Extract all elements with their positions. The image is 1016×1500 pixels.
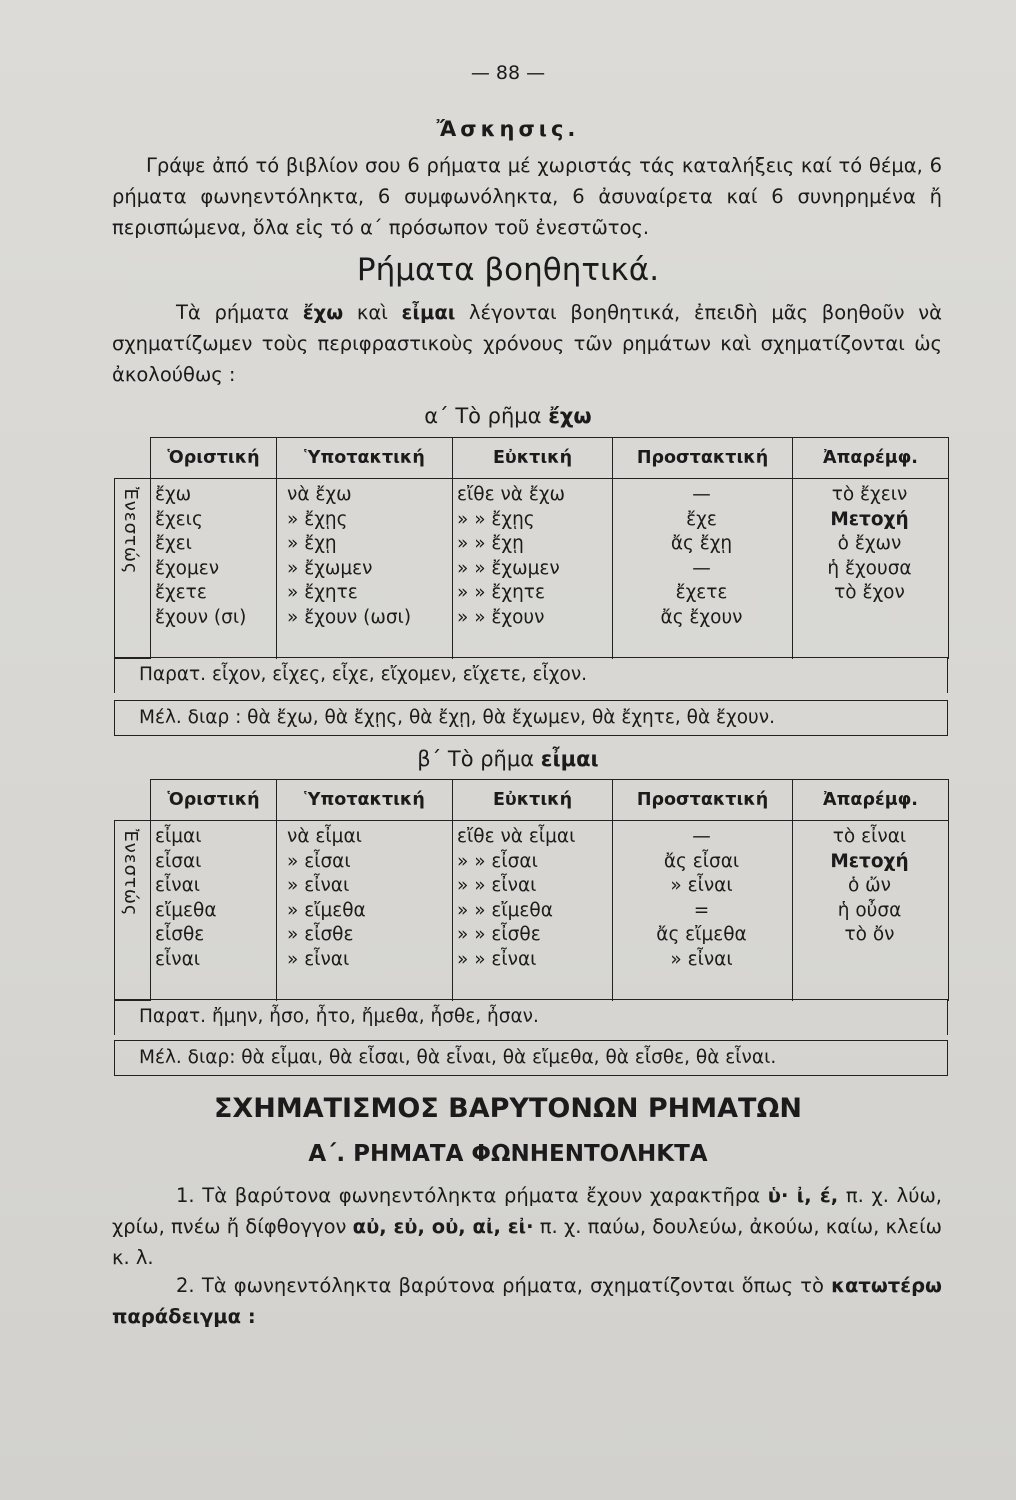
table-b-header-ypotaktiki: Ὑποτακτική [277,780,453,821]
table-b-aparemfato-item: τὸ εἶναι [832,826,907,847]
table-a-oristiki-item: ἔχει [155,533,192,554]
table-a-caption-verb: ἔχω [548,404,592,428]
table-a-aparemfato-item: τὸ ἔχειν [831,484,908,505]
table-a-prostaktiki-item: ἄς ἔχῃ [670,533,733,554]
table-b-euktiki-item: » » εἶναι [457,875,537,896]
table-b-oristiki-item: εἶναι [155,875,201,896]
rule-1-text-2: π. χ. λύω, χρίω, πνέω ἤ δίφθογγον [112,1184,943,1238]
table-b-header-euktiki: Εὐκτική [453,780,613,821]
table-b-metochi-label: Μετοχή [830,850,909,872]
table-a-header-corner [115,438,151,479]
table-b-oristiki-item: εἶναι [155,948,201,970]
table-b-aparemfato-col [793,821,949,1001]
table-b [114,779,949,1001]
rule-1-text-1: 1. Τὰ βαρύτονα φωνηεντόληκτα ρήματα ἔχουν χαρακτῆρα [176,1184,768,1207]
table-b-prostaktiki-item: = [693,899,710,921]
table-b-parat-row: Παρατ. ἤμην, ἦσο, ἦτο, ἤμεθα, ἦσθε, ἦσαν. [114,999,948,1035]
table-a-euktiki-item: » » ἔχῃς [457,508,535,530]
rule-1-text-3: π. χ. παύω, δουλεύω, ἀκούω, καίω, κλείω κ. λ. [112,1215,942,1269]
table-b-prostaktiki-item: ἄς εἶσαι [663,850,740,872]
table-a-ypotaktiki-item: νὰ ἔχω [287,484,352,505]
table-a-aparemfato-item: ὁ ἔχων [837,533,902,554]
table-b-oristiki-item: εἴμεθα [155,899,217,921]
table-b-oristiki-item: εἶμαι [155,826,202,847]
intro-text-1: Τὰ ρήματα [176,301,303,324]
table-b-header-corner [115,780,151,821]
table-a-ypotaktiki-item: » ἔχῃς [287,508,348,530]
table-a-oristiki-item: ἔχω [155,484,192,505]
intro-verb-echo: ἔχω [302,301,344,324]
table-b-mel-row: Μέλ. διαρ: θὰ εἶμαι, θὰ εἶσαι, θὰ εἶναι, θὰ εἴμεθα, θὰ εἶσθε, θὰ εἶναι. [114,1040,948,1076]
table-b-body-row [115,821,949,1001]
table-b-header-prostaktiki: Προστακτική [613,780,793,821]
rule-2-text: 2. Τὰ φωνηεντόληκτα βαρύτονα ρήματα, σχηματίζονται ὅπως τὸ [176,1274,832,1297]
table-a-header-row [115,438,949,479]
table-a-body-row [115,479,949,659]
table-a-header-ypotaktiki: Ὑποτακτική [277,438,453,479]
table-b-prostaktiki-item: ἄς εἴμεθα [656,924,747,945]
table-a-caption [0,404,1016,428]
rule-1-diphthongs: αὐ, εὐ, οὐ, αἰ, εἰ· [352,1215,534,1238]
table-a-aparemfato-item: τὸ ἔχον [834,582,905,603]
table-a-prostaktiki-item: ἔχετε [675,582,728,603]
table-b-prostaktiki-col [613,821,793,1001]
table-b-side-cell [115,821,151,1001]
table-a-oristiki-item: ἔχομεν [155,557,220,579]
table-a-euktiki-item: » » ἔχουν [457,606,545,628]
table-b-ypotaktiki-item: » εἶναι [287,875,350,896]
rule-1-vowels: ὑ· ἰ, έ, [767,1184,839,1207]
intro-paragraph [112,297,942,390]
table-a-metochi-label: Μετοχή [830,508,909,530]
table-a-ypotaktiki-item: » ἔχῃ [287,533,337,554]
table-a-mel-row: Μέλ. διαρ : θὰ ἔχω, θὰ ἔχῃς, θὰ ἔχῃ, θὰ ἔχωμεν, θὰ ἔχητε, θὰ ἔχουν. [114,700,948,736]
intro-verb-eimai: εἶμαι [401,301,456,324]
table-b-ypotaktiki-item: » εἶσαι [287,850,351,872]
table-b-euktiki-item: » » εἶσαι [457,850,538,872]
heading-fonienteolikta: Α΄. ΡΗΜΑΤΑ ΦΩΝΗΕΝΤΟΛΗΚΤΑ [308,1141,708,1167]
table-a-euktiki-item: » » ἔχωμεν [457,557,560,579]
table-b-ypotaktiki-col [277,821,453,1001]
table-b-euktiki-item: εἴθε νὰ εἶμαι [457,826,576,847]
rule-1 [112,1180,942,1273]
rule-2-bold: κατωτέρω παράδειγμα : [112,1274,942,1328]
table-b-caption [0,747,1016,771]
table-a-ypotaktiki-col [277,479,453,659]
table-a-oristiki-item: ἔχεις [155,508,203,530]
table-a-prostaktiki-item: — [692,484,711,505]
section-title: Ρήματα βοηθητικά. [356,252,660,288]
table-b-oristiki-item: εἶσαι [155,850,202,872]
table-a-header-prostaktiki: Προστακτική [613,438,793,479]
table-a-oristiki-col [151,479,277,659]
table-b-prostaktiki-item: » εἶναι [670,875,733,896]
table-b-aparemfato-item: τὸ ὄν [844,924,895,945]
table-a-header-oristiki: Ὁριστική [151,438,277,479]
table-a-euktiki-item: εἴθε νὰ ἔχω [457,484,566,505]
table-a-side-cell [115,479,151,659]
table-b-side-label: Ἐνεστώς [120,829,141,917]
table-a-euktiki-item: » » ἔχῃ [457,533,524,554]
page-number: — 88 — [470,62,546,84]
table-b-header-oristiki: Ὁριστική [151,780,277,821]
intro-text-3: λέγονται βοηθητικά, ἐπειδὴ μᾶς βοηθοῦν νὰ σχηματίζωμεν τοὺς περιφραστικοὺς χρόνους τῶν ρημάτων καὶ σχηματίζονται ὡς ἀκολούθως : [112,301,942,386]
exercise-title: Ἄσκησις. [436,117,580,141]
table-b-aparemfato-item: ὁ ὤν [847,875,892,896]
table-b-prostaktiki-item: » εἶναι [670,948,733,970]
table-b-header-aparemfato: Ἀπαρέμφ. [793,780,949,821]
table-a-ypotaktiki-item: » ἔχωμεν [287,557,373,579]
table-b-caption-verb: εἶμαι [540,747,599,771]
table-a-aparemfato-col [793,479,949,659]
table-b-euktiki-col [453,821,613,1001]
table-b-euktiki-item: » » εἶσθε [457,924,541,945]
table-a-euktiki-item: » » ἔχητε [457,582,545,603]
table-a-caption-text: α΄ Τὸ ρῆμα [424,404,549,428]
table-a-prostaktiki-col [613,479,793,659]
table-b-ypotaktiki-item: » εἶναι [287,948,350,970]
heading-barytona: ΣΧΗΜΑΤΙΣΜΟΣ ΒΑΡΥΤΟΝΩΝ ΡΗΜΑΤΩΝ [213,1093,803,1124]
table-a-euktiki-col [453,479,613,659]
table-a-oristiki-item: ἔχετε [155,582,207,603]
table-a-ypotaktiki-item: » ἔχουν (ωσι) [287,606,412,628]
table-b-oristiki-col [151,821,277,1001]
table-b-ypotaktiki-item: » εἶσθε [287,924,354,945]
table-a-header-aparemfato: Ἀπαρέμφ. [793,438,949,479]
rule-2 [112,1270,942,1332]
table-a-side-label: Ἐνεστώς [120,487,141,575]
table-b-ypotaktiki-item: νὰ εἶμαι [287,826,362,847]
table-a-ypotaktiki-item: » ἔχητε [287,582,358,603]
table-b-euktiki-item: » » εἴμεθα [457,899,553,921]
table-a-prostaktiki-item: ἔχε [686,508,717,530]
table-a-oristiki-item: ἔχουν (σι) [155,606,247,628]
intro-text-2: καὶ [343,301,402,324]
table-b-prostaktiki-item: — [692,826,711,847]
table-b-euktiki-item: » » εἶναι [457,948,537,970]
table-a-aparemfato-item: ἡ ἔχουσα [827,557,912,579]
table-a-prostaktiki-item: ἄς ἔχουν [660,606,743,628]
exercise-text: Γράψε ἀπό τό βιβλίον σου 6 ρήματα μέ χωριστάς τάς καταλήξεις καί τό θέμα, 6 ρήματα φωνηεντόληκτα, 6 συμφωνόληκτα, 6 ἀσυναίρετα καί 6 συνηρημένα ἤ περισπώμενα, ὅλα εἰς τό α΄ πρόσωπον τοῦ ἐνεστῶτος. [112,154,942,239]
table-a-prostaktiki-item: — [692,557,711,579]
table-a [114,437,949,659]
table-b-oristiki-item: εἶσθε [155,924,205,945]
table-a-parat-row: Παρατ. εἶχον, εἶχες, εἶχε, εἴχομεν, εἴχετε, εἶχον. [114,657,948,693]
table-b-header-row [115,780,949,821]
table-b-caption-text: β΄ Τὸ ρῆμα [417,747,541,771]
table-b-ypotaktiki-item: » εἴμεθα [287,899,366,921]
table-a-header-euktiki: Εὐκτική [453,438,613,479]
table-b-aparemfato-item: ἡ οὖσα [837,899,902,921]
